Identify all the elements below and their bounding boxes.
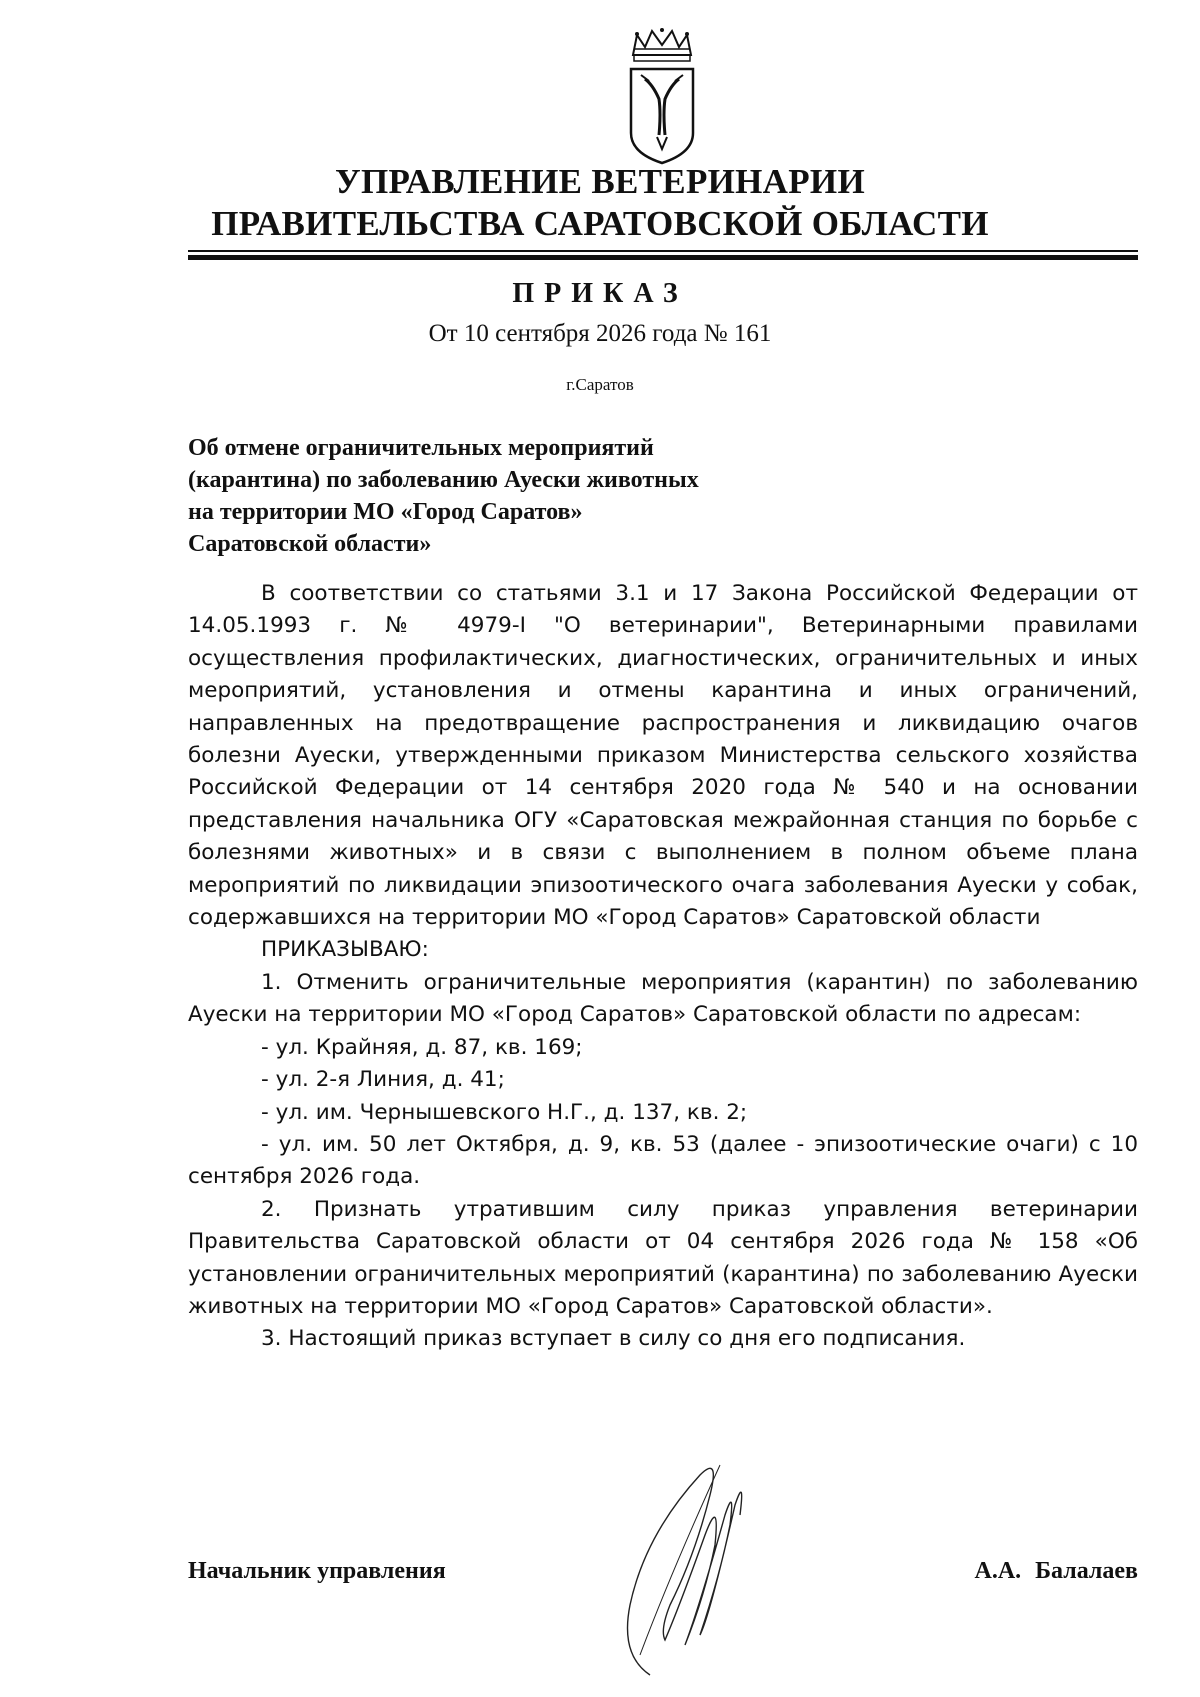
handwritten-signature-icon	[610, 1455, 760, 1680]
address-item: - ул. 2-я Линия, д. 41;	[261, 1067, 505, 1093]
subject-line: (карантина) по заболеванию Ауески животных	[188, 467, 699, 493]
order-city: г.Саратов	[566, 375, 634, 394]
order-date-number: От 10 сентября 2026 года № 161	[428, 320, 772, 347]
coat-of-arms-icon	[625, 25, 699, 165]
subject-line: Саратовской области»	[188, 531, 432, 557]
address-item: - ул. Крайняя, д. 87, кв. 169;	[261, 1034, 583, 1060]
item-3-paragraph: 3. Настоящий приказ вступает в силу со дня его подписания.	[261, 1326, 966, 1352]
signatory-name: А.А. Балалаев	[974, 1558, 1138, 1584]
address-item: - ул. им. 50 лет Октября, д. 9, кв. 53 (далее - эпизоотические очаги) с 10 сентября 2026 года.	[188, 1131, 1138, 1190]
item-1-paragraph: 1. Отменить ограничительные мероприятия (карантин) по заболеванию Ауески на территории МО «Город Саратов» Саратовской области по адресам:	[188, 969, 1138, 1028]
order-subject	[188, 432, 888, 560]
signatory-position: Начальник управления	[188, 1558, 446, 1584]
order-word: ПРИКАЗЫВАЮ:	[261, 937, 429, 963]
preamble-paragraph: В соответствии со статьями 3.1 и 17 Закона Российской Федерации от 14.05.1993 г. № 4979-I "О ветеринарии", Ветеринарными правилами осуществления профилактических, диагностических, ограничительных и иных мероприятий, установления и отмены карантина и иных ограничений, направленных на предотвращение распространения и ликвидацию очагов болезни Ауески, утвержденными приказом Министерства сельского хозяйства Российской Федерации от 14 сентября 2020 года № 540 и на основании представления начальника ОГУ «Саратовская межрайонная станция по борьбе с болезнями животных» и в связи с выполнением в полном объеме плана мероприятий по ликвидации эпизоотического очага заболевания Ауески у собак, содержавшихся на территории МО «Город Саратов» Саратовской области	[188, 581, 1138, 931]
organization-name-line2: ПРАВИТЕЛЬСТВА САРАТОВСКОЙ ОБЛАСТИ	[211, 204, 989, 243]
order-body	[188, 578, 1138, 1356]
order-title: ПРИКАЗ	[512, 278, 688, 309]
item-2-paragraph: 2. Признать утратившим силу приказ управления ветеринарии Правительства Саратовской области от 04 сентября 2026 года № 158 «Об установлении ограничительных мероприятий (карантина) по заболеванию Ауески животных на территории МО «Город Саратов» Саратовской области».	[188, 1196, 1138, 1319]
address-item: - ул. им. Чернышевского Н.Г., д. 137, кв. 2;	[261, 1099, 748, 1125]
subject-line: на территории МО «Город Саратов»	[188, 499, 583, 525]
header-rule-thin	[188, 250, 1138, 252]
subject-line: Об отмене ограничительных мероприятий	[188, 435, 654, 461]
organization-name-line1: УПРАВЛЕНИЕ ВЕТЕРИНАРИИ	[335, 162, 865, 201]
header-rule-thick	[188, 255, 1138, 260]
